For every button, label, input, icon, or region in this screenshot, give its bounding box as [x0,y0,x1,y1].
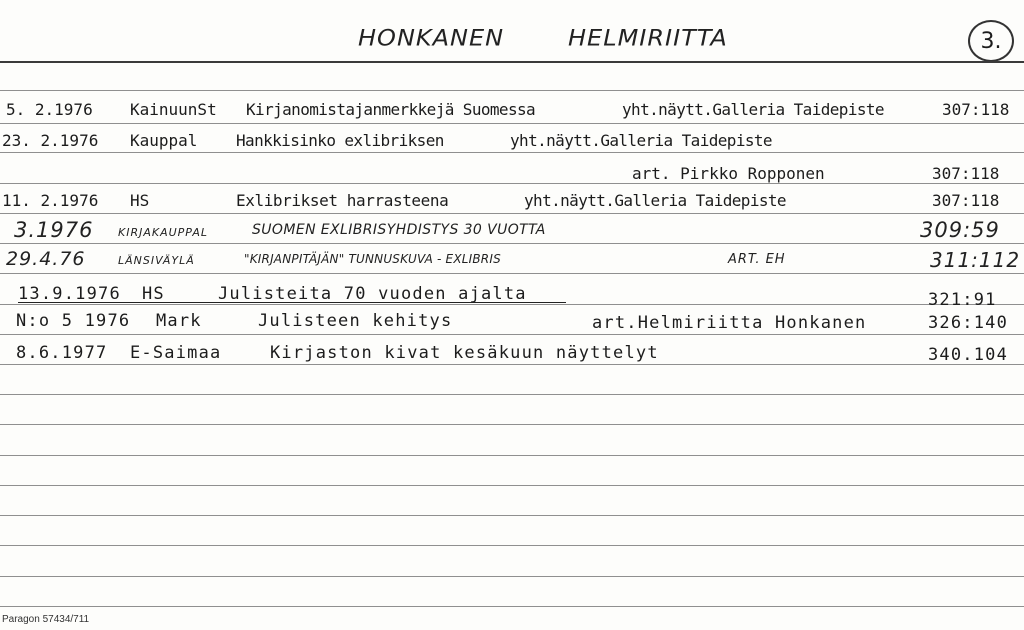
entry-source: KIRJAKAUPPAL [118,226,209,239]
entry-date: 3.1976 [14,218,94,242]
entry-source: HS [130,191,150,210]
entry-ref: 311:112 [930,248,1021,272]
entry-title: Exlibrikset harrasteena [236,191,449,210]
strike-line [18,302,566,303]
ruled-line [0,545,1024,546]
entry-title: Kirjanomistajanmerkkejä Suomessa [246,100,536,119]
entry-date: 29.4.76 [6,248,86,270]
entry-source: E-Saimaa [130,343,222,363]
entry-title: Hankkisinko exlibriksen [236,131,444,150]
entry-ref: 307:118 [932,191,1000,210]
ruled-line [0,576,1024,577]
ruled-line [0,273,1024,274]
ruled-line [0,424,1024,425]
entry-title: "KIRJANPITÄJÄN" TUNNUSKUVA - EXLIBRIS [244,252,501,266]
entry-ref: 340.104 [928,345,1009,365]
entry-date: 23. 2.1976 [2,131,99,150]
entry-date: 11. 2.1976 [2,191,99,210]
entry-note: yht.näytt.Galleria Taidepiste [622,100,884,119]
entry-note: art.Helmiriitta Honkanen [592,313,867,333]
entry-date: 8.6.1977 [16,343,108,363]
surname-heading: HONKANEN [358,25,505,51]
entry-title: Julisteen kehitys [258,311,453,331]
entry-title: Kirjaston kivat kesäkuun näyttelyt [270,343,659,363]
entry-ref: 321:91 [928,290,997,310]
ruled-line [0,152,1024,153]
entry-ref: 326:140 [928,313,1009,333]
ruled-line [0,455,1024,456]
entry-source: LÄNSIVÄYLÄ [118,254,195,267]
ruled-line [0,123,1024,124]
ruled-line [0,515,1024,516]
entry-source: Kauppal [130,131,198,150]
card-number: 3. [980,28,1002,54]
entry-note: yht.näytt.Galleria Taidepiste [510,131,772,150]
entry-date: 13.9.1976 [18,284,121,304]
entry-date: N:o 5 1976 [16,311,131,331]
ruled-line [0,90,1024,91]
entry-ref: 309:59 [920,218,1000,242]
header-rule [0,61,1024,63]
entry-source: Mark [156,311,202,331]
entry-date: 5. 2.1976 [6,100,93,119]
entry-ref: 307:118 [942,100,1010,119]
entry-note: ART. EH [728,252,786,267]
card-number-badge [968,20,1014,62]
printer-imprint: Paragon 57434/711 [2,614,90,625]
ruled-line [0,394,1024,395]
entry-source: HS [142,284,165,304]
ruled-line [0,304,1024,305]
ruled-line [0,183,1024,184]
entry-title: SUOMEN EXLIBRISYHDISTYS 30 VUOTTA [252,222,546,238]
ruled-line [0,485,1024,486]
ruled-line [0,364,1024,365]
entry-title: Julisteita 70 vuoden ajalta [218,284,527,304]
ruled-line [0,243,1024,244]
entry-ref: 307:118 [932,164,1000,183]
entry-source: KainuunSt [130,100,217,119]
ruled-line [0,606,1024,607]
entry-note: art. Pirkko Ropponen [632,164,825,183]
ruled-line [0,334,1024,335]
firstname-heading: HELMIRIITTA [568,25,728,51]
ruled-line [0,213,1024,214]
entry-note: yht.näytt.Galleria Taidepiste [524,191,786,210]
